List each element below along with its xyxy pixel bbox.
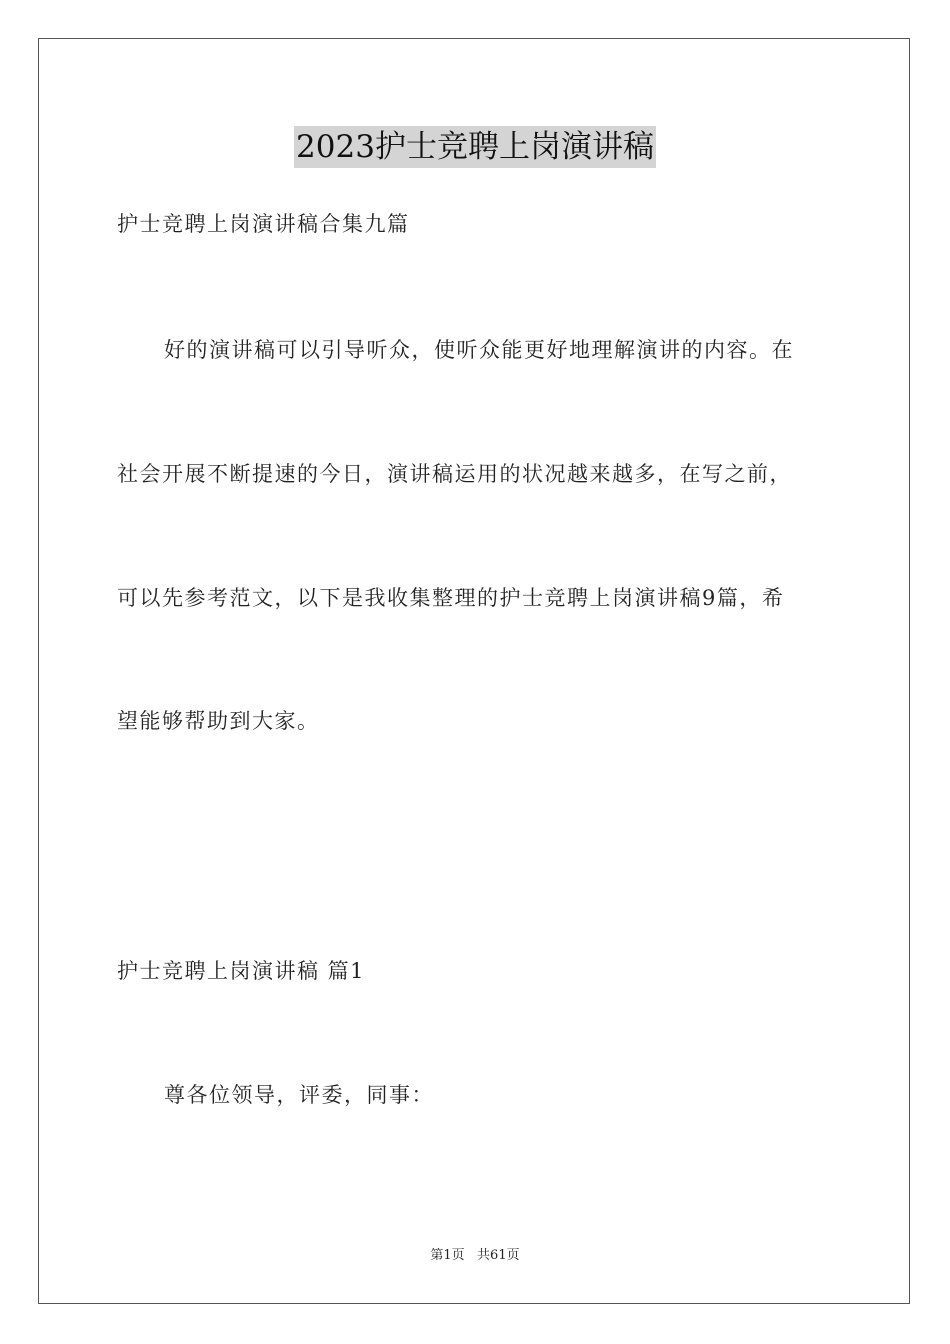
title-container	[0, 126, 950, 168]
intro-line-2: 社会开展不断提速的今日，演讲稿运用的状况越来越多，在写之前，	[117, 462, 792, 486]
section-heading: 护士竞聘上岗演讲稿 篇1	[117, 959, 366, 983]
document-title: 2023护士竞聘上岗演讲稿	[294, 126, 656, 168]
greeting-line: 尊各位领导，评委，同事：	[164, 1083, 434, 1107]
intro-line-1: 好的演讲稿可以引导听众，使听众能更好地理解演讲的内容。在	[164, 338, 794, 362]
intro-line-4: 望能够帮助到大家。	[117, 709, 320, 733]
document-subtitle: 护士竞聘上岗演讲稿合集九篇	[117, 212, 410, 236]
intro-line-3: 可以先参考范文，以下是我收集整理的护士竞聘上岗演讲稿9篇，希	[117, 586, 785, 610]
page-footer: 第1页 共61页	[430, 1248, 520, 1263]
